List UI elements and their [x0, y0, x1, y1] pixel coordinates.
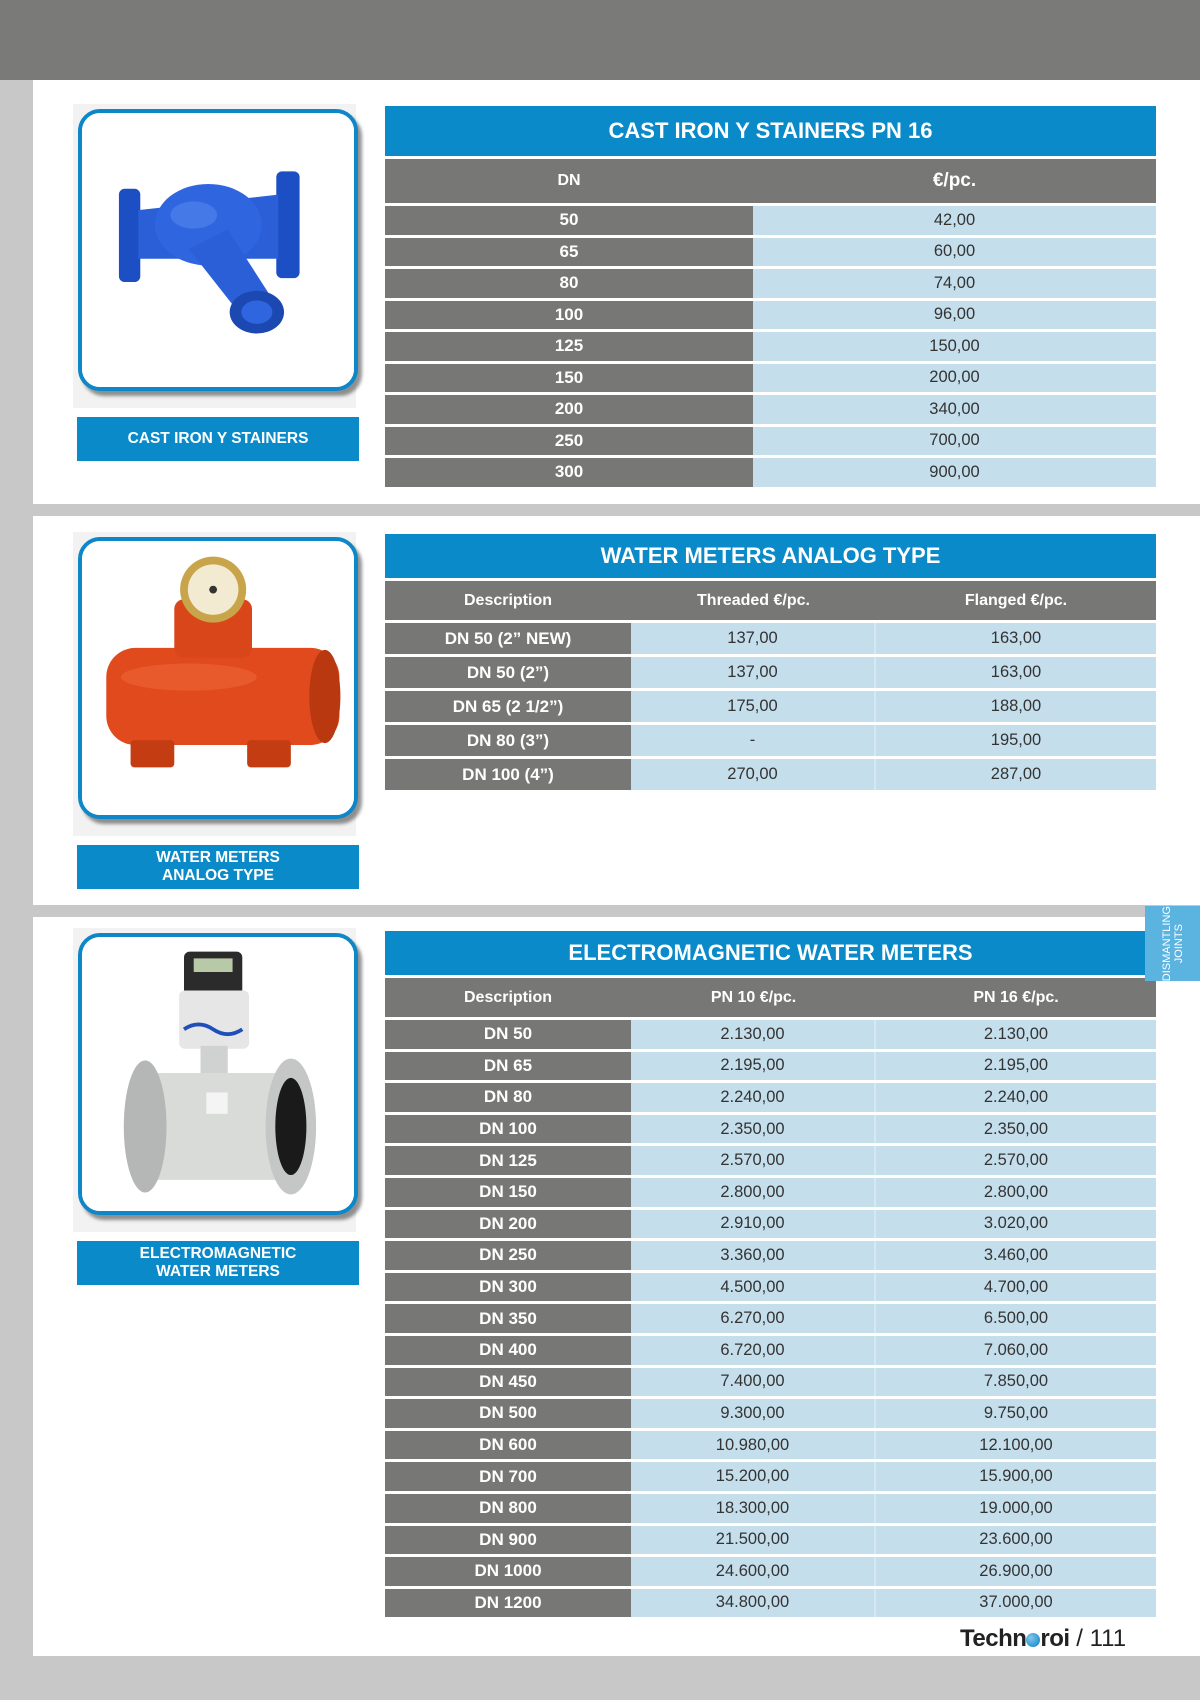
price-cell: 270,00	[631, 759, 876, 790]
row-label: DN 150	[385, 1178, 631, 1207]
price-cell: 24.600,00	[631, 1557, 876, 1586]
table-row	[385, 427, 1156, 459]
table-row	[385, 458, 1156, 490]
price-cell: 2.350,00	[631, 1115, 876, 1144]
price-cell: 3.020,00	[876, 1210, 1156, 1239]
price-cell: 42,00	[753, 206, 1156, 235]
price-cell: 700,00	[753, 427, 1156, 456]
row-label: DN 1200	[385, 1589, 631, 1618]
row-label: DN 50	[385, 1020, 631, 1049]
table-row	[385, 657, 1156, 691]
price-cell: 7.400,00	[631, 1368, 876, 1397]
price-cell: 2.800,00	[876, 1178, 1156, 1207]
table-row	[385, 1589, 1156, 1621]
row-label: DN 700	[385, 1462, 631, 1491]
brand-footer	[960, 1625, 1126, 1653]
product-image-frame	[73, 532, 356, 836]
price-cell: 19.000,00	[876, 1494, 1156, 1523]
price-cell: 60,00	[753, 238, 1156, 267]
table-row	[385, 1241, 1156, 1273]
price-cell: 9.300,00	[631, 1399, 876, 1428]
section-analog-water-meters	[33, 516, 1200, 905]
table-row	[385, 1146, 1156, 1178]
price-cell: 340,00	[753, 395, 1156, 424]
row-label: DN 50 (2” NEW)	[385, 623, 631, 654]
price-cell: 150,00	[753, 332, 1156, 361]
product-image-frame	[73, 104, 356, 408]
price-cell: 2.195,00	[631, 1052, 876, 1081]
side-tab-dismantling-joints[interactable]	[1145, 906, 1200, 981]
row-label: DN 200	[385, 1210, 631, 1239]
table-row	[385, 332, 1156, 364]
price-cell: 4.700,00	[876, 1273, 1156, 1302]
price-cell: 4.500,00	[631, 1273, 876, 1302]
table-title: WATER METERS ANALOG TYPE	[385, 534, 1156, 578]
price-cell: 12.100,00	[876, 1431, 1156, 1460]
price-cell: 96,00	[753, 301, 1156, 330]
price-cell: 163,00	[876, 657, 1156, 688]
row-label: DN 100	[385, 1115, 631, 1144]
table-header	[385, 156, 1156, 206]
row-label: 100	[385, 301, 753, 330]
price-cell: 15.200,00	[631, 1462, 876, 1491]
table-row	[385, 1494, 1156, 1526]
table-title: ELECTROMAGNETIC WATER METERS	[385, 931, 1156, 975]
row-label: DN 65	[385, 1052, 631, 1081]
price-cell: 3.360,00	[631, 1241, 876, 1270]
row-label: DN 80 (3”)	[385, 725, 631, 756]
price-cell: 3.460,00	[876, 1241, 1156, 1270]
price-cell: 74,00	[753, 269, 1156, 298]
top-bar	[0, 0, 1200, 80]
table-row	[385, 691, 1156, 725]
price-cell: 26.900,00	[876, 1557, 1156, 1586]
price-cell: -	[631, 725, 876, 756]
table-row	[385, 1273, 1156, 1305]
page-separator: /	[1076, 1625, 1083, 1652]
row-label: DN 300	[385, 1273, 631, 1302]
table-row	[385, 1526, 1156, 1558]
row-label: DN 450	[385, 1368, 631, 1397]
price-cell: 188,00	[876, 691, 1156, 722]
table-row	[385, 1368, 1156, 1400]
price-cell: 137,00	[631, 623, 876, 654]
table-row	[385, 395, 1156, 427]
price-cell: 2.130,00	[631, 1020, 876, 1049]
price-cell: 2.910,00	[631, 1210, 876, 1239]
table-row	[385, 1304, 1156, 1336]
page-number: 111	[1089, 1625, 1127, 1652]
table-row	[385, 269, 1156, 301]
column-header: Flanged €/pc.	[964, 591, 1068, 609]
table-row	[385, 1083, 1156, 1115]
price-cell: 34.800,00	[631, 1589, 876, 1618]
table-row	[385, 1178, 1156, 1210]
section-y-strainers	[33, 80, 1200, 504]
price-cell: 175,00	[631, 691, 876, 722]
price-table	[385, 931, 1156, 1620]
row-label: 50	[385, 206, 753, 235]
row-label: 80	[385, 269, 753, 298]
logo-dot-icon	[1026, 1633, 1040, 1647]
row-label: 300	[385, 458, 753, 487]
row-label: DN 400	[385, 1336, 631, 1365]
price-cell: 2.570,00	[631, 1146, 876, 1175]
price-cell: 137,00	[631, 657, 876, 688]
table-row	[385, 1115, 1156, 1147]
product-caption: WATER METERS ANALOG TYPE	[77, 845, 359, 889]
row-label: DN 500	[385, 1399, 631, 1428]
section-electromagnetic-meters	[33, 917, 1200, 1656]
table-row	[385, 364, 1156, 396]
price-cell: 6.270,00	[631, 1304, 876, 1333]
price-cell: 6.500,00	[876, 1304, 1156, 1333]
price-cell: 2.195,00	[876, 1052, 1156, 1081]
bottom-bar	[0, 1656, 1200, 1700]
price-cell: 2.240,00	[631, 1083, 876, 1112]
column-header: PN 16 €/pc.	[973, 988, 1059, 1006]
product-caption: ELECTROMAGNETIC WATER METERS	[77, 1241, 359, 1285]
analog-water-meter-icon	[78, 537, 358, 819]
table-row	[385, 725, 1156, 759]
row-label: DN 350	[385, 1304, 631, 1333]
table-row	[385, 1399, 1156, 1431]
y-strainer-icon	[78, 109, 358, 391]
table-row	[385, 206, 1156, 238]
row-label: DN 1000	[385, 1557, 631, 1586]
table-row	[385, 1210, 1156, 1242]
price-cell: 2.570,00	[876, 1146, 1156, 1175]
price-cell: 195,00	[876, 725, 1156, 756]
table-row	[385, 238, 1156, 270]
column-header: DN	[557, 172, 581, 189]
price-table	[385, 106, 1156, 490]
brand-logo: Techn roi	[960, 1625, 1070, 1652]
row-label: DN 250	[385, 1241, 631, 1270]
row-label: DN 600	[385, 1431, 631, 1460]
table-row	[385, 1557, 1156, 1589]
price-cell: 18.300,00	[631, 1494, 876, 1523]
row-label: 125	[385, 332, 753, 361]
row-label: 250	[385, 427, 753, 456]
price-cell: 2.800,00	[631, 1178, 876, 1207]
price-cell: 2.350,00	[876, 1115, 1156, 1144]
product-caption: CAST IRON Y STAINERS	[77, 417, 359, 461]
price-cell: 900,00	[753, 458, 1156, 487]
price-cell: 6.720,00	[631, 1336, 876, 1365]
table-row	[385, 1052, 1156, 1084]
price-cell: 37.000,00	[876, 1589, 1156, 1618]
table-row	[385, 301, 1156, 333]
row-label: DN 65 (2 1/2”)	[385, 691, 631, 722]
price-cell: 2.240,00	[876, 1083, 1156, 1112]
price-table	[385, 534, 1156, 793]
table-row	[385, 1462, 1156, 1494]
row-label: 65	[385, 238, 753, 267]
column-header: Threaded €/pc.	[697, 591, 810, 609]
price-cell: 23.600,00	[876, 1526, 1156, 1555]
price-cell: 7.850,00	[876, 1368, 1156, 1397]
row-label: DN 125	[385, 1146, 631, 1175]
table-title: CAST IRON Y STAINERS PN 16	[385, 106, 1156, 156]
price-cell: 15.900,00	[876, 1462, 1156, 1491]
row-label: DN 100 (4”)	[385, 759, 631, 790]
side-tab-label: DISMANTLING JOINTS	[1160, 905, 1185, 982]
price-cell: 2.130,00	[876, 1020, 1156, 1049]
table-row	[385, 1336, 1156, 1368]
product-image-frame	[73, 928, 356, 1232]
table-row	[385, 1431, 1156, 1463]
price-cell: 10.980,00	[631, 1431, 876, 1460]
row-label: DN 50 (2”)	[385, 657, 631, 688]
row-label: 150	[385, 364, 753, 393]
column-header: PN 10 €/pc.	[710, 988, 797, 1006]
row-label: DN 800	[385, 1494, 631, 1523]
row-label: DN 900	[385, 1526, 631, 1555]
price-cell: 21.500,00	[631, 1526, 876, 1555]
price-cell: 7.060,00	[876, 1336, 1156, 1365]
column-header: Description	[463, 988, 552, 1006]
column-header: Description	[463, 591, 552, 609]
price-cell: 200,00	[753, 364, 1156, 393]
table-header	[385, 975, 1156, 1020]
row-label: DN 80	[385, 1083, 631, 1112]
price-cell: 9.750,00	[876, 1399, 1156, 1428]
price-cell: 287,00	[876, 759, 1156, 790]
price-cell: 163,00	[876, 623, 1156, 654]
electromagnetic-meter-icon	[78, 933, 358, 1215]
table-row	[385, 1020, 1156, 1052]
row-label: 200	[385, 395, 753, 424]
table-header	[385, 578, 1156, 623]
table-row	[385, 759, 1156, 793]
table-row	[385, 623, 1156, 657]
column-header: €/pc.	[932, 170, 977, 191]
